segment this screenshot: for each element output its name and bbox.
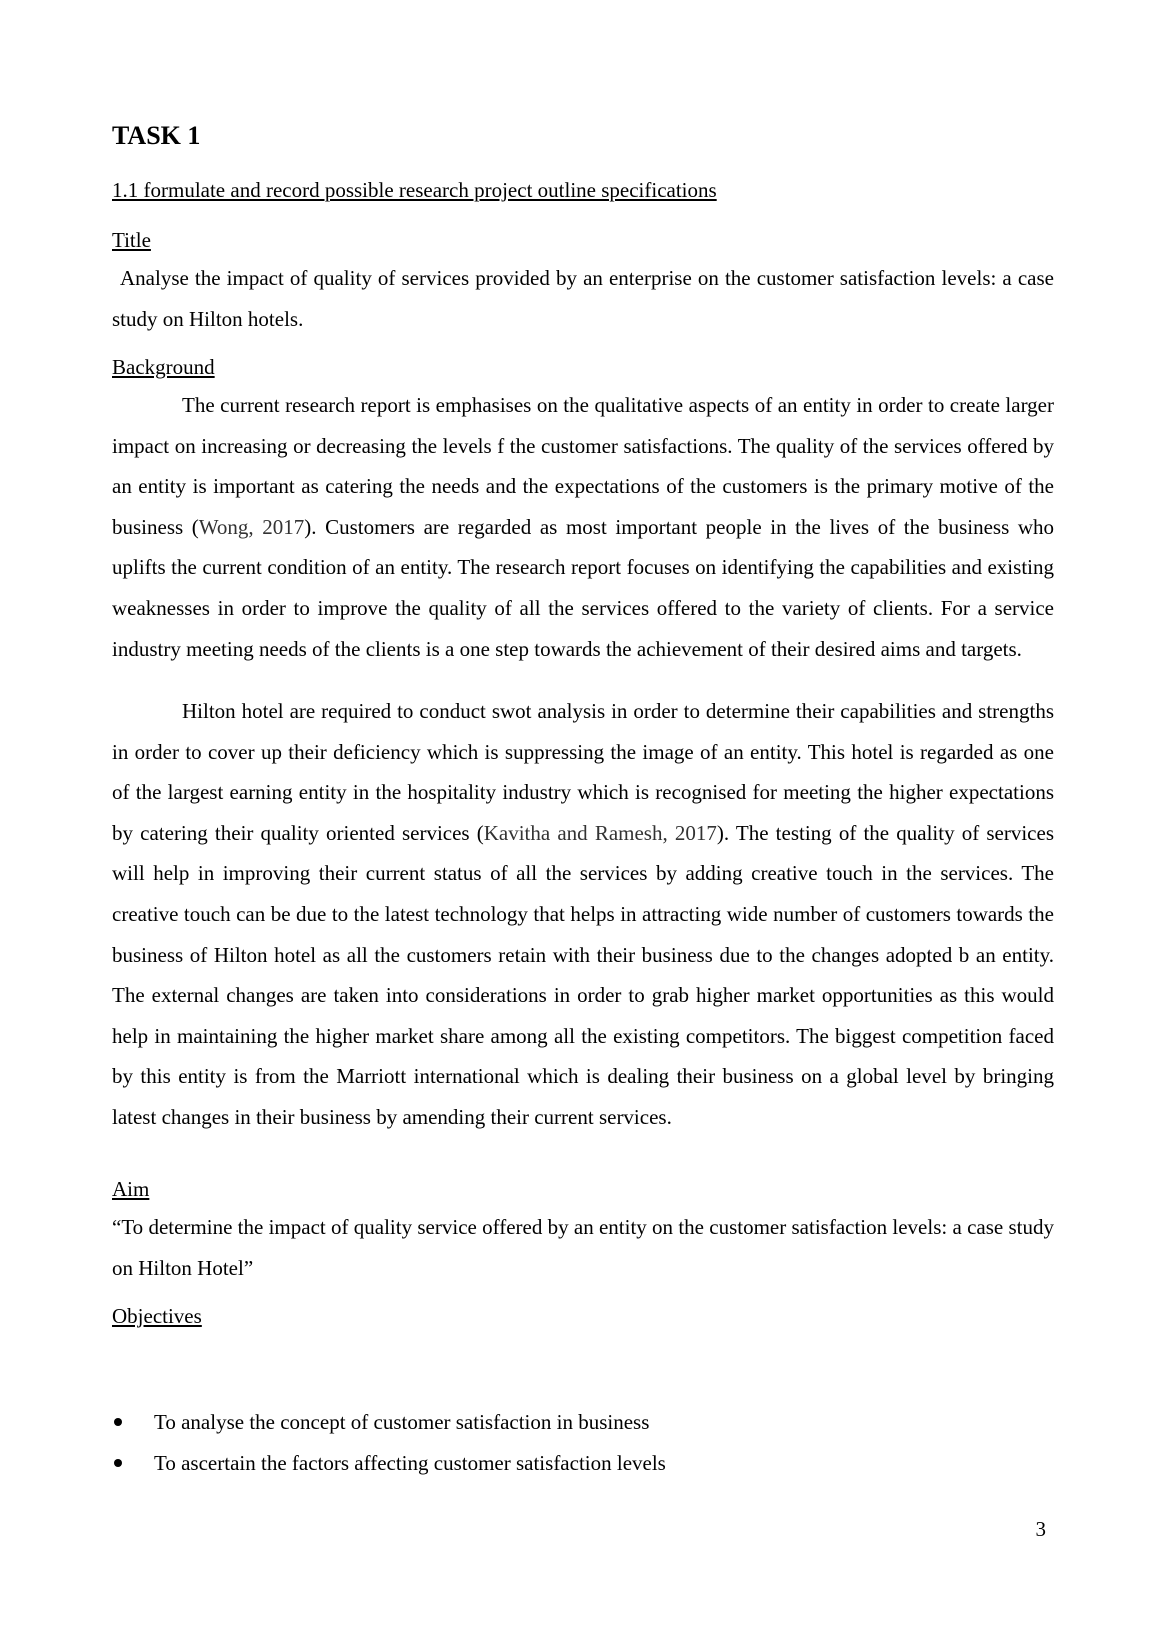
- page-number: 3: [1035, 1517, 1046, 1541]
- background-paragraph-1: [112, 385, 1054, 669]
- paragraph-text: ). The testing of the quality of services will help in improving their current status of all the services by adding creative touch in the services. The creative touch can be due to the latest technology that helps in attracting wide number of customers towards the business of Hilton hotel as all the customers retain with their business due to the changes adopted b an entity. The external changes are taken into considerations in order to grab higher market opportunities as this would help in maintaining the higher market share among all the existing competitors. The biggest competition faced by this entity is from the Marriott international which is dealing their business on a global level by bringing latest changes in their business by amending their current services.: [112, 820, 1054, 1129]
- paragraph-text: Hilton hotel are required to conduct swot analysis in order to determine their capabilities and strengths in order to cover up their deficiency which is suppressing the image of an entity. This hotel is regarded as one of the largest earning entity in the hospitality industry which is recognised for meeting the higher expectations by catering their quality oriented services (: [112, 699, 1054, 845]
- list-item-text: To ascertain the factors affecting customer satisfaction levels: [154, 1450, 666, 1475]
- background-heading: Background: [112, 355, 215, 379]
- list-item: [112, 1402, 1054, 1443]
- paragraph-text: ). Customers are regarded as most important people in the lives of the business who uplifts the current condition of an entity. The research report focuses on identifying the capabilities and existing weaknesses in order to improve the quality of all the services offered to the variety of clients. For a service industry meeting needs of the clients is a one step towards the achievement of their desired aims and targets.: [112, 514, 1055, 661]
- bullet-icon: [114, 1459, 122, 1467]
- objectives-list: [112, 1402, 1054, 1483]
- title-heading: Title: [112, 228, 151, 252]
- bullet-icon: [114, 1418, 122, 1426]
- aim-text: “To determine the impact of quality service offered by an entity on the customer satisfaction levels: a case study on Hilton Hotel”: [112, 1215, 1054, 1280]
- citation: Wong, 2017: [198, 514, 305, 539]
- title-text: Analyse the impact of quality of services provided by an enterprise on the customer satisfaction levels: a case study on Hilton hotels.: [112, 266, 1054, 331]
- task-heading: TASK 1: [112, 121, 201, 150]
- list-item: [112, 1443, 1054, 1484]
- list-item-text: To analyse the concept of customer satisfaction in business: [154, 1410, 650, 1434]
- section-heading: 1.1 formulate and record possible research project outline specifications: [112, 178, 717, 202]
- objectives-heading: Objectives: [112, 1304, 202, 1328]
- background-paragraph-2: [112, 691, 1054, 1138]
- aim-heading: Aim: [112, 1177, 150, 1201]
- citation: Kavitha and Ramesh, 2017: [483, 820, 717, 845]
- paragraph-text: The current research report is emphasises on the qualitative aspects of an entity in order to create larger impact on increasing or decreasing the levels f the customer satisfactions. The quality of the services offered by an entity is important as catering the needs and the expectations of the customers is the primary motive of the business (: [112, 393, 1054, 539]
